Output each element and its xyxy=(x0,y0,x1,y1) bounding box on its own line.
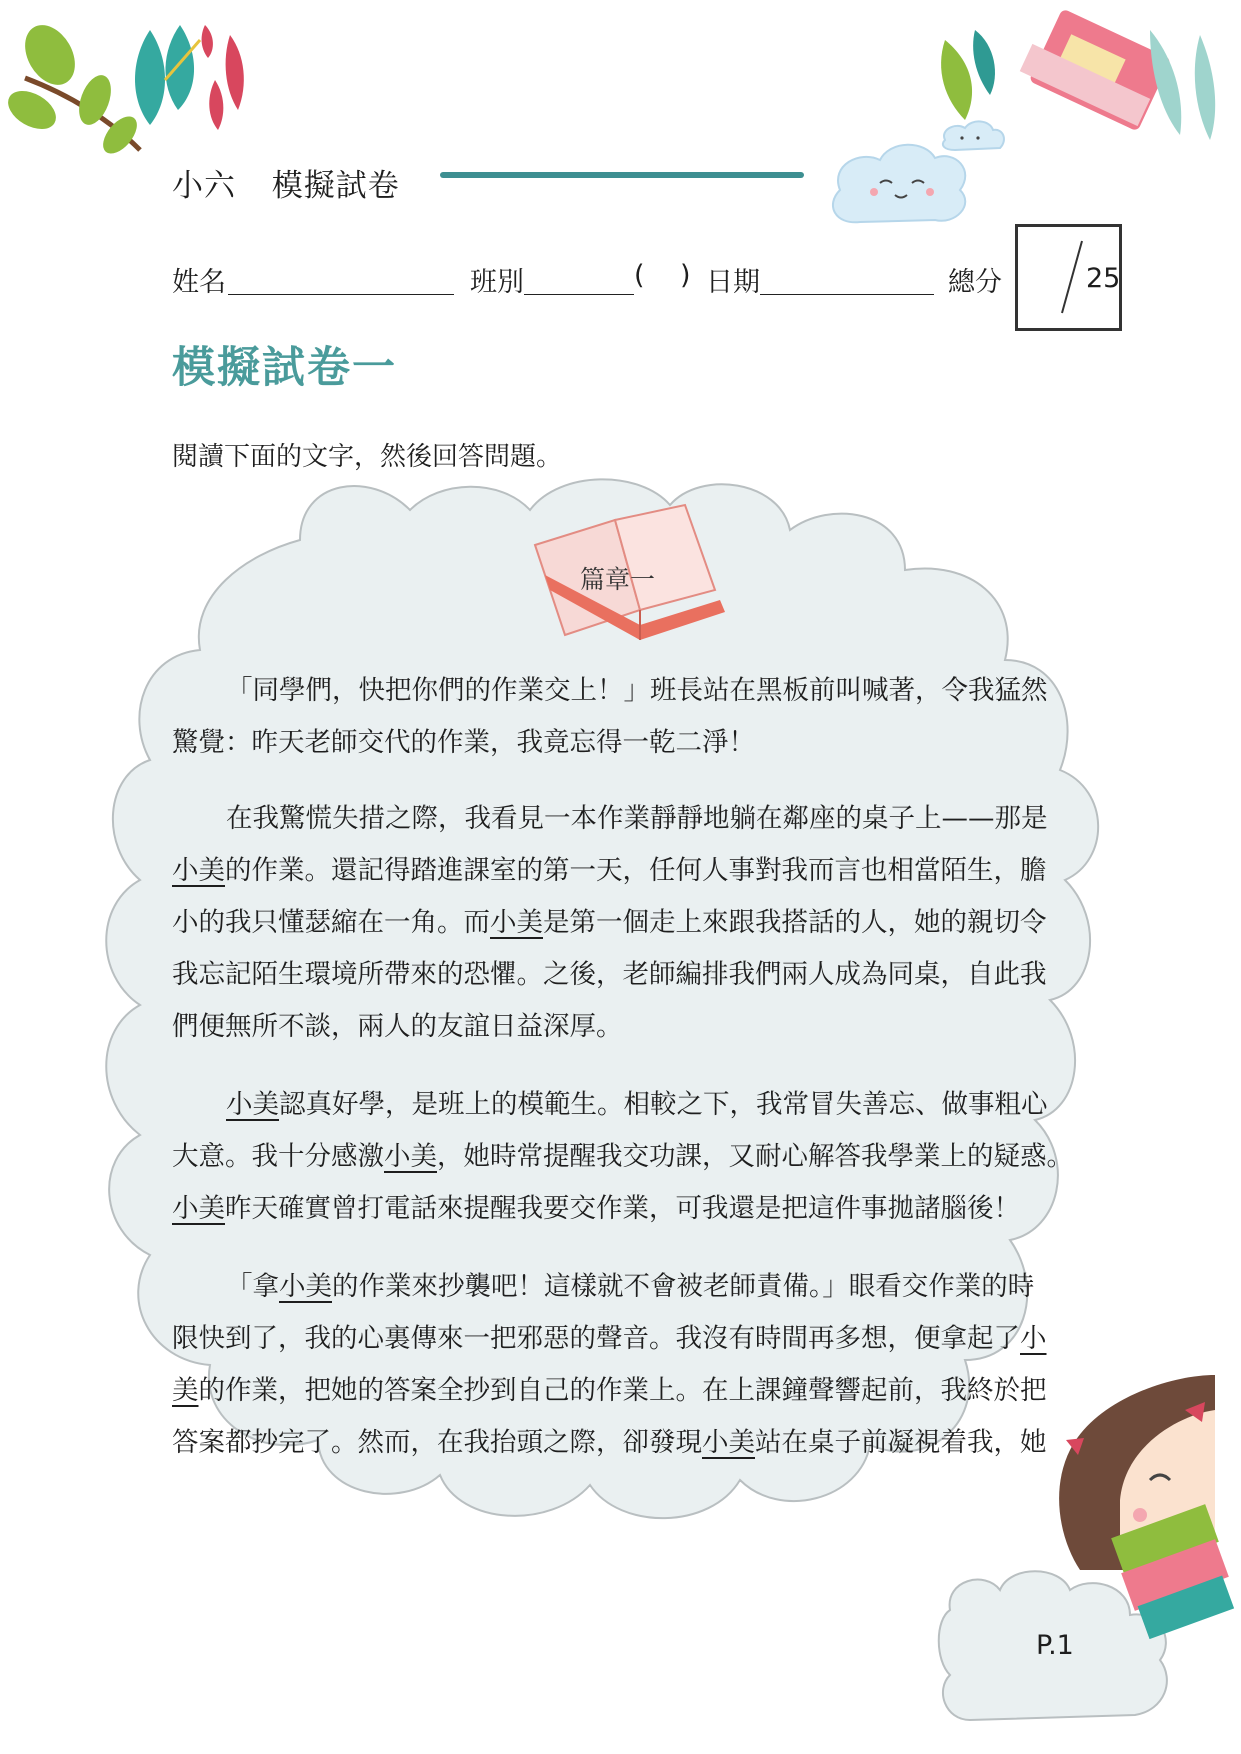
smiling-cloud-icon xyxy=(833,121,1004,222)
proper-name: 小美 xyxy=(384,1141,437,1172)
passage-text: 的作業，把她的答案全抄到自己的作業上。在上課鐘聲響起前，我終於把 xyxy=(198,1375,1047,1406)
passage-line xyxy=(172,1313,1072,1365)
passage-line: 我忘記陌生環境所帶來的恐懼。之後，老師編排我們兩人成為同桌，自此我 xyxy=(172,959,1047,990)
proper-name: 小美 xyxy=(279,1271,332,1302)
proper-name: 小美 xyxy=(226,1089,279,1120)
proper-name: 美 xyxy=(172,1375,199,1406)
passage-text: 是第一個走上來跟我搭話的人，她的親切令 xyxy=(543,907,1047,938)
passage-line xyxy=(172,1131,1072,1183)
score-label: 總分 xyxy=(948,267,1002,298)
passage-text: 小的我只懂瑟縮在一角。而 xyxy=(172,907,490,938)
score-total: 25 xyxy=(1086,263,1121,294)
paragraph-4 xyxy=(172,1261,1072,1469)
proper-name: 小美 xyxy=(172,855,225,886)
name-field[interactable] xyxy=(228,294,454,295)
proper-name: 小 xyxy=(1020,1323,1047,1354)
class-paren-close: ) xyxy=(680,260,691,291)
instruction: 閱讀下面的文字，然後回答問題。 xyxy=(172,442,563,472)
chapter-label: 篇章一 xyxy=(580,565,656,594)
passage-line xyxy=(172,897,1072,949)
grade-label: 小六 xyxy=(172,168,236,204)
passage-text: 答案都抄完了。然而，在我抬頭之際，卻發現 xyxy=(172,1427,702,1458)
proper-name: 小美 xyxy=(702,1427,755,1458)
passage-text: 限快到了，我的心裏傳來一把邪惡的聲音。我沒有時間再多想，便拿起了 xyxy=(172,1323,1020,1354)
class-paren-open: ( xyxy=(634,260,645,291)
proper-name: 小美 xyxy=(172,1193,225,1224)
passage-text: 認真好學，是班上的模範生。相較之下，我常冒失善忘、做事粗心 xyxy=(279,1089,1048,1120)
paragraph-1 xyxy=(172,665,1072,769)
score-box[interactable] xyxy=(1015,224,1122,331)
leaf-branch-icon xyxy=(1,16,243,159)
paragraph-3 xyxy=(172,1079,1072,1235)
passage-line: 「同學們，快把你們的作業交上！」班長站在黑板前叫喊著，令我猛然 xyxy=(226,675,1048,706)
page-title xyxy=(172,160,400,205)
passage-text: ，她時常提醒我交功課，又耐心解答我學業上的疑惑。 xyxy=(437,1141,1073,1172)
passage-text: 的作業。還記得踏進課室的第一天，任何人事對我而言也相當陌生，膽 xyxy=(225,855,1047,886)
passage-line xyxy=(172,1183,1072,1235)
class-label: 班別 xyxy=(470,267,524,298)
date-field[interactable] xyxy=(760,294,934,295)
passage-line xyxy=(172,1079,1072,1131)
exam-title: 模擬試卷一 xyxy=(172,343,397,393)
passage-line xyxy=(172,1417,1072,1469)
exam-label: 模擬試卷 xyxy=(271,168,400,204)
class-field[interactable] xyxy=(524,294,634,295)
passage-line xyxy=(172,1365,1072,1417)
passage-text: 「拿 xyxy=(226,1271,279,1302)
passage-line xyxy=(172,1261,1072,1313)
paragraph-2 xyxy=(172,793,1072,1053)
title-rule xyxy=(440,172,804,178)
proper-name: 小美 xyxy=(490,907,543,938)
page-number: P.1 xyxy=(1036,1630,1074,1661)
passage-line: 在我驚慌失措之際，我看見一本作業靜靜地躺在鄰座的桌子上——那是 xyxy=(226,803,1048,834)
passage-text: 站在桌子前凝視着我，她 xyxy=(755,1427,1047,1458)
passage-line: 們便無所不談，兩人的友誼日益深厚。 xyxy=(172,1011,623,1042)
date-label: 日期 xyxy=(706,267,760,298)
name-label: 姓名 xyxy=(172,267,226,298)
passage-line xyxy=(172,845,1072,897)
passage-line: 驚覺：昨天老師交代的作業，我竟忘得一乾二淨！ xyxy=(172,727,755,758)
passage-text: 的作業來抄襲吧！這樣就不會被老師責備。」眼看交作業的時 xyxy=(332,1271,1035,1302)
passage-text: 大意。我十分感激 xyxy=(172,1141,384,1172)
passage-text: 昨天確實曾打電話來提醒我要交作業，可我還是把這件事拋諸腦後！ xyxy=(225,1193,1020,1224)
book-stack-icon xyxy=(941,8,1215,140)
